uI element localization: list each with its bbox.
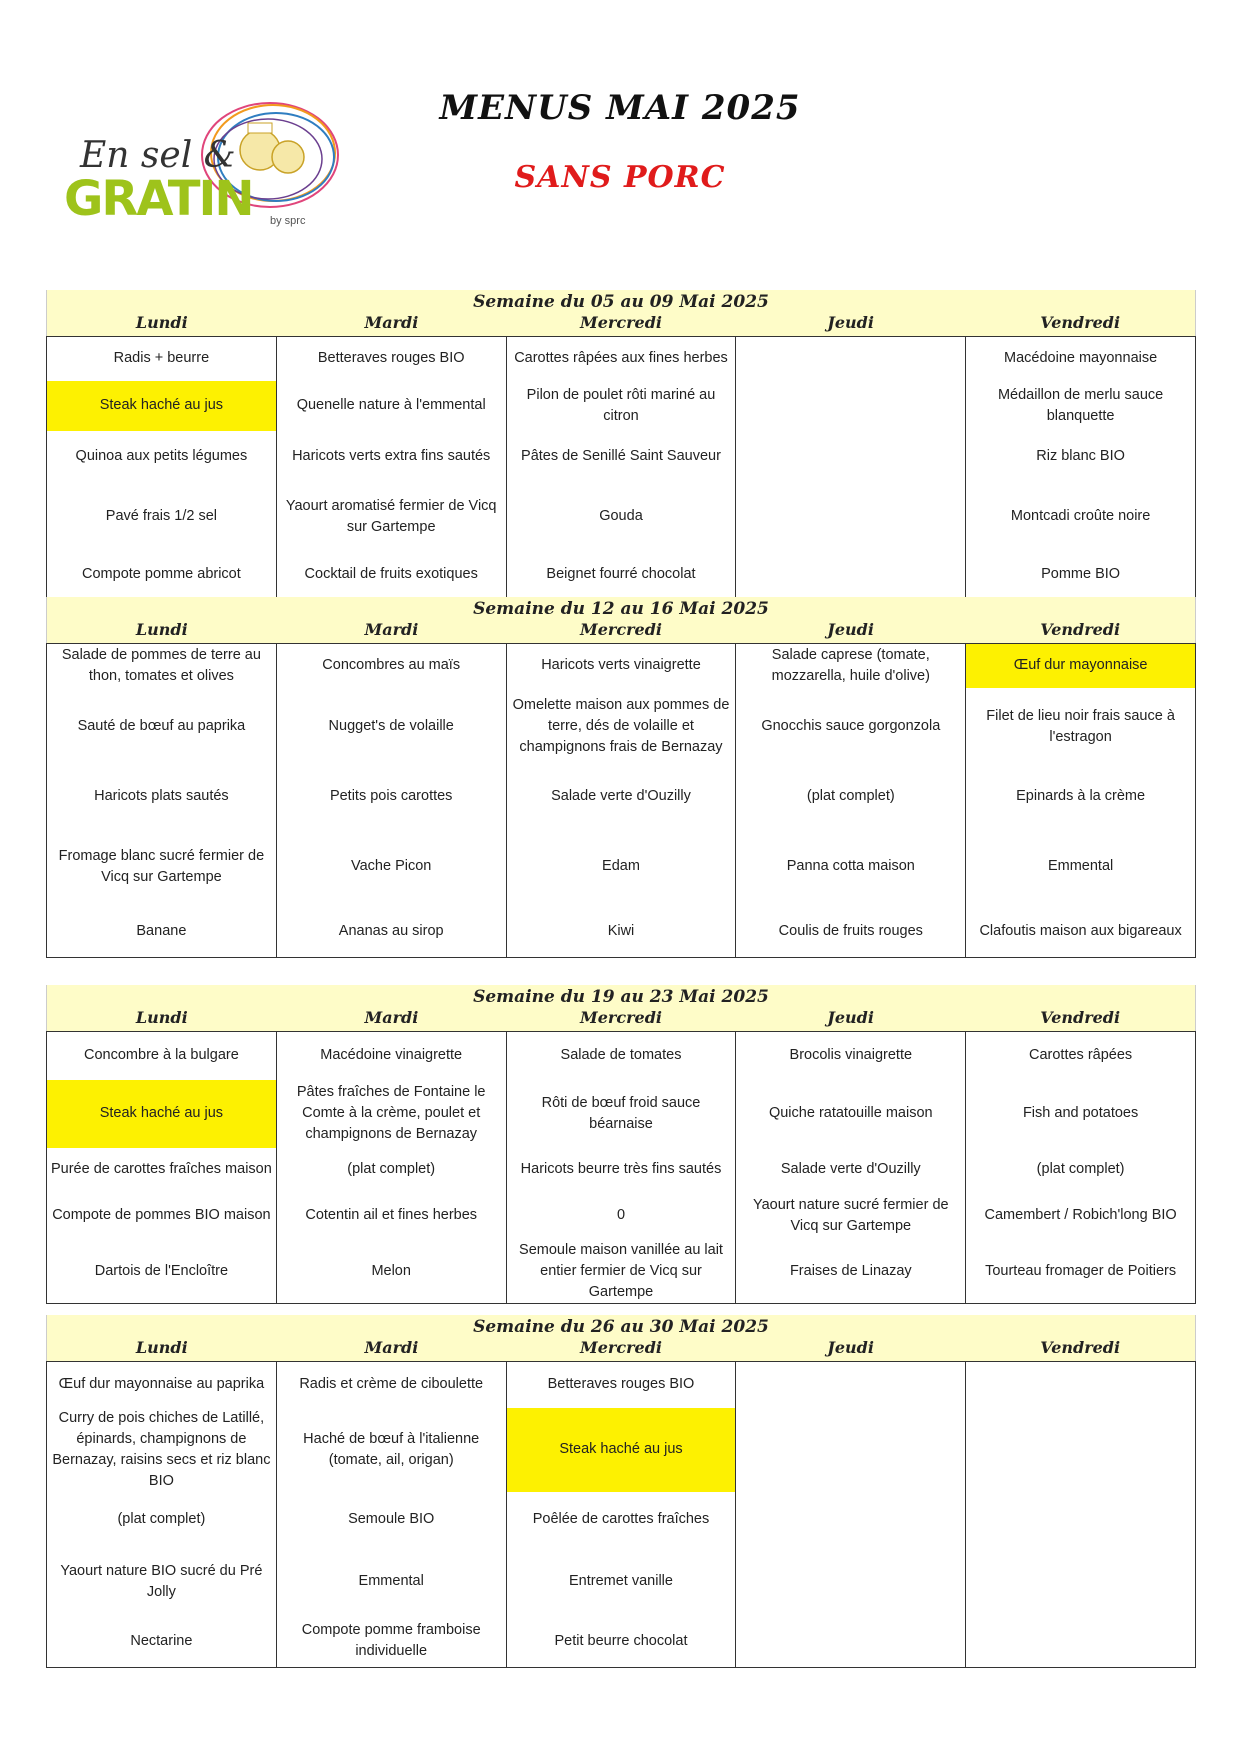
day-header: Mardi [364, 620, 419, 639]
table-row [47, 1032, 1196, 1080]
menu-cell: Rôti de bœuf froid sauce béarnaise [506, 1080, 736, 1148]
week-section [46, 597, 1196, 958]
week-menu-table [46, 336, 1196, 599]
table-row [47, 828, 1196, 906]
menu-cell [736, 1548, 966, 1616]
week-menu-table [46, 1031, 1196, 1304]
menu-cell: Coulis de fruits rouges [736, 906, 966, 958]
table-row [47, 1548, 1196, 1616]
menu-cell: Yaourt nature BIO sucré du Pré Jolly [47, 1548, 277, 1616]
menu-cell: Kiwi [506, 906, 736, 958]
menu-cell: Œuf dur mayonnaise au paprika [47, 1362, 277, 1408]
menu-cell: 0 [506, 1192, 736, 1240]
menu-cell: Fish and potatoes [966, 1080, 1196, 1148]
menu-cell: Betteraves rouges BIO [506, 1362, 736, 1408]
day-header-row [47, 1007, 1195, 1029]
menu-cell: Banane [47, 906, 277, 958]
menu-cell: Steak haché au jus [47, 1080, 277, 1148]
menu-cell: Médaillon de merlu sauce blanquette [966, 381, 1196, 431]
menu-cell: Macédoine mayonnaise [966, 337, 1196, 381]
day-header: Lundi [135, 1338, 188, 1357]
menu-cell: Ananas au sirop [276, 906, 506, 958]
day-header: Mercredi [580, 313, 662, 332]
table-row [47, 1080, 1196, 1148]
day-header: Vendredi [1040, 313, 1121, 332]
menu-cell: Curry de pois chiches de Latillé, épinards, champignons de Bernazay, raisins secs et riz blanc BIO [47, 1408, 277, 1492]
menu-cell [736, 1616, 966, 1668]
menu-cell: Pâtes de Senillé Saint Sauveur [506, 431, 736, 483]
menu-cell: Quenelle nature à l'emmental [276, 381, 506, 431]
menu-cell: Salade verte d'Ouzilly [736, 1148, 966, 1192]
menu-cell: Pavé frais 1/2 sel [47, 483, 277, 551]
menu-cell: Riz blanc BIO [966, 431, 1196, 483]
week-menu-table [46, 1361, 1196, 1668]
day-header: Mercredi [580, 1008, 662, 1027]
menu-cell [736, 483, 966, 551]
table-row [47, 688, 1196, 766]
menu-cell: Concombre à la bulgare [47, 1032, 277, 1080]
menu-cell [966, 1616, 1196, 1668]
menu-cell: Macédoine vinaigrette [276, 1032, 506, 1080]
menu-cell: Radis + beurre [47, 337, 277, 381]
menu-cell: Emmental [966, 828, 1196, 906]
menu-cell: Cotentin ail et fines herbes [276, 1192, 506, 1240]
menu-cell: Fraises de Linazay [736, 1240, 966, 1304]
menu-cell: Nectarine [47, 1616, 277, 1668]
day-header-row [47, 619, 1195, 641]
menu-cell: Sauté de bœuf au paprika [47, 688, 277, 766]
menu-cell [736, 551, 966, 599]
table-row [47, 1192, 1196, 1240]
menu-cell: (plat complet) [47, 1492, 277, 1548]
menu-cell: Melon [276, 1240, 506, 1304]
week-header [46, 290, 1196, 336]
menu-cell: Œuf dur mayonnaise [966, 644, 1196, 688]
menu-cell: Semoule BIO [276, 1492, 506, 1548]
week-title: Semaine du 05 au 09 Mai 2025 [473, 292, 769, 312]
day-header: Lundi [135, 313, 188, 332]
menu-cell: Filet de lieu noir frais sauce à l'estragon [966, 688, 1196, 766]
week-header [46, 985, 1196, 1031]
menu-cell: Concombres au maïs [276, 644, 506, 688]
menu-cell: Compote pomme framboise individuelle [276, 1616, 506, 1668]
menu-cell [966, 1548, 1196, 1616]
menu-cell [736, 431, 966, 483]
menu-cell: Betteraves rouges BIO [276, 337, 506, 381]
table-row [47, 1408, 1196, 1492]
menu-cell: Poêlée de carottes fraîches [506, 1492, 736, 1548]
menu-cell: Haricots verts vinaigrette [506, 644, 736, 688]
menu-cell: Quiche ratatouille maison [736, 1080, 966, 1148]
menu-cell: Beignet fourré chocolat [506, 551, 736, 599]
menu-cell: Quinoa aux petits légumes [47, 431, 277, 483]
week-menu-table [46, 643, 1196, 958]
menu-cell: Yaourt nature sucré fermier de Vicq sur Gartempe [736, 1192, 966, 1240]
menu-cell [736, 381, 966, 431]
menu-cell: (plat complet) [276, 1148, 506, 1192]
menu-cell: Salade caprese (tomate, mozzarella, huile d'olive) [736, 644, 966, 688]
logo-line2: GRATIN [64, 171, 253, 227]
menu-cell: Carottes râpées [966, 1032, 1196, 1080]
menu-cell [736, 1362, 966, 1408]
menu-cell: Salade de tomates [506, 1032, 736, 1080]
table-row [47, 337, 1196, 381]
table-row [47, 1240, 1196, 1304]
table-row [47, 906, 1196, 958]
page-title: MENUS MAI 2025 [439, 88, 801, 128]
menu-cell: Epinards à la crème [966, 766, 1196, 828]
week-title: Semaine du 12 au 16 Mai 2025 [473, 599, 769, 619]
logo-by: by sprc [270, 215, 306, 227]
table-row [47, 1362, 1196, 1408]
menu-cell: Pomme BIO [966, 551, 1196, 599]
menu-cell: Salade de pommes de terre au thon, tomates et olives [47, 644, 277, 688]
menu-cell: Montcadi croûte noire [966, 483, 1196, 551]
menu-cell: Gouda [506, 483, 736, 551]
menu-cell: Brocolis vinaigrette [736, 1032, 966, 1080]
logo-line1: En sel & [80, 135, 236, 176]
day-header: Mercredi [580, 1338, 662, 1357]
table-row [47, 1616, 1196, 1668]
day-header: Jeudi [827, 1338, 874, 1357]
table-row [47, 381, 1196, 431]
menu-cell: Compote de pommes BIO maison [47, 1192, 277, 1240]
week-title: Semaine du 26 au 30 Mai 2025 [473, 1317, 769, 1337]
menu-cell: Haricots verts extra fins sautés [276, 431, 506, 483]
menu-cell: Omelette maison aux pommes de terre, dés de volaille et champignons frais de Bernazay [506, 688, 736, 766]
menu-cell: (plat complet) [966, 1148, 1196, 1192]
menu-cell: Cocktail de fruits exotiques [276, 551, 506, 599]
menu-cell: Pilon de poulet rôti mariné au citron [506, 381, 736, 431]
page-subtitle: SANS PORC [514, 160, 726, 195]
menu-cell [736, 337, 966, 381]
menu-cell: Edam [506, 828, 736, 906]
day-header: Lundi [135, 620, 188, 639]
week-section [46, 290, 1196, 599]
menu-cell: Entremet vanille [506, 1548, 736, 1616]
menu-cell: Clafoutis maison aux bigareaux [966, 906, 1196, 958]
day-header: Jeudi [827, 620, 874, 639]
week-header [46, 1315, 1196, 1361]
table-row [47, 766, 1196, 828]
day-header: Jeudi [827, 313, 874, 332]
menu-cell: Gnocchis sauce gorgonzola [736, 688, 966, 766]
day-header: Mardi [364, 1008, 419, 1027]
day-header: Vendredi [1040, 1338, 1121, 1357]
menu-cell: Panna cotta maison [736, 828, 966, 906]
menu-cell: Salade verte d'Ouzilly [506, 766, 736, 828]
menu-cell [966, 1492, 1196, 1548]
day-header: Vendredi [1040, 1008, 1121, 1027]
menu-cell: Carottes râpées aux fines herbes [506, 337, 736, 381]
menu-cell: Radis et crème de ciboulette [276, 1362, 506, 1408]
menu-cell [736, 1492, 966, 1548]
menu-cell: Steak haché au jus [47, 381, 277, 431]
menu-cell: (plat complet) [736, 766, 966, 828]
table-row [47, 431, 1196, 483]
menu-cell: Purée de carottes fraîches maison [47, 1148, 277, 1192]
day-header: Lundi [135, 1008, 188, 1027]
menu-cell: Emmental [276, 1548, 506, 1616]
table-row [47, 1148, 1196, 1192]
table-row [47, 644, 1196, 688]
menu-cell: Vache Picon [276, 828, 506, 906]
menu-cell [966, 1362, 1196, 1408]
day-header: Jeudi [827, 1008, 874, 1027]
menu-cell: Steak haché au jus [506, 1408, 736, 1492]
menu-cell: Compote pomme abricot [47, 551, 277, 599]
menu-cell: Camembert / Robich'long BIO [966, 1192, 1196, 1240]
day-header: Mercredi [580, 620, 662, 639]
day-header: Vendredi [1040, 620, 1121, 639]
day-header-row [47, 312, 1195, 334]
day-header: Mardi [364, 313, 419, 332]
menu-cell: Haché de bœuf à l'italienne (tomate, ail, origan) [276, 1408, 506, 1492]
table-row [47, 483, 1196, 551]
table-row [47, 1492, 1196, 1548]
menu-cell [966, 1408, 1196, 1492]
menu-cell: Dartois de l'Encloître [47, 1240, 277, 1304]
menu-cell: Tourteau fromager de Poitiers [966, 1240, 1196, 1304]
week-title: Semaine du 19 au 23 Mai 2025 [473, 987, 769, 1007]
week-section [46, 985, 1196, 1304]
day-header-row [47, 1337, 1195, 1359]
menu-cell: Nugget's de volaille [276, 688, 506, 766]
week-header [46, 597, 1196, 643]
menu-cell: Fromage blanc sucré fermier de Vicq sur Gartempe [47, 828, 277, 906]
menu-cell: Yaourt aromatisé fermier de Vicq sur Gartempe [276, 483, 506, 551]
menu-cell: Petits pois carottes [276, 766, 506, 828]
day-header: Mardi [364, 1338, 419, 1357]
week-section [46, 1315, 1196, 1668]
menu-cell: Semoule maison vanillée au lait entier fermier de Vicq sur Gartempe [506, 1240, 736, 1304]
menu-cell [736, 1408, 966, 1492]
menu-cell: Pâtes fraîches de Fontaine le Comte à la crème, poulet et champignons de Bernazay [276, 1080, 506, 1148]
menu-cell: Petit beurre chocolat [506, 1616, 736, 1668]
menu-cell: Haricots plats sautés [47, 766, 277, 828]
table-row [47, 551, 1196, 599]
menu-cell: Haricots beurre très fins sautés [506, 1148, 736, 1192]
